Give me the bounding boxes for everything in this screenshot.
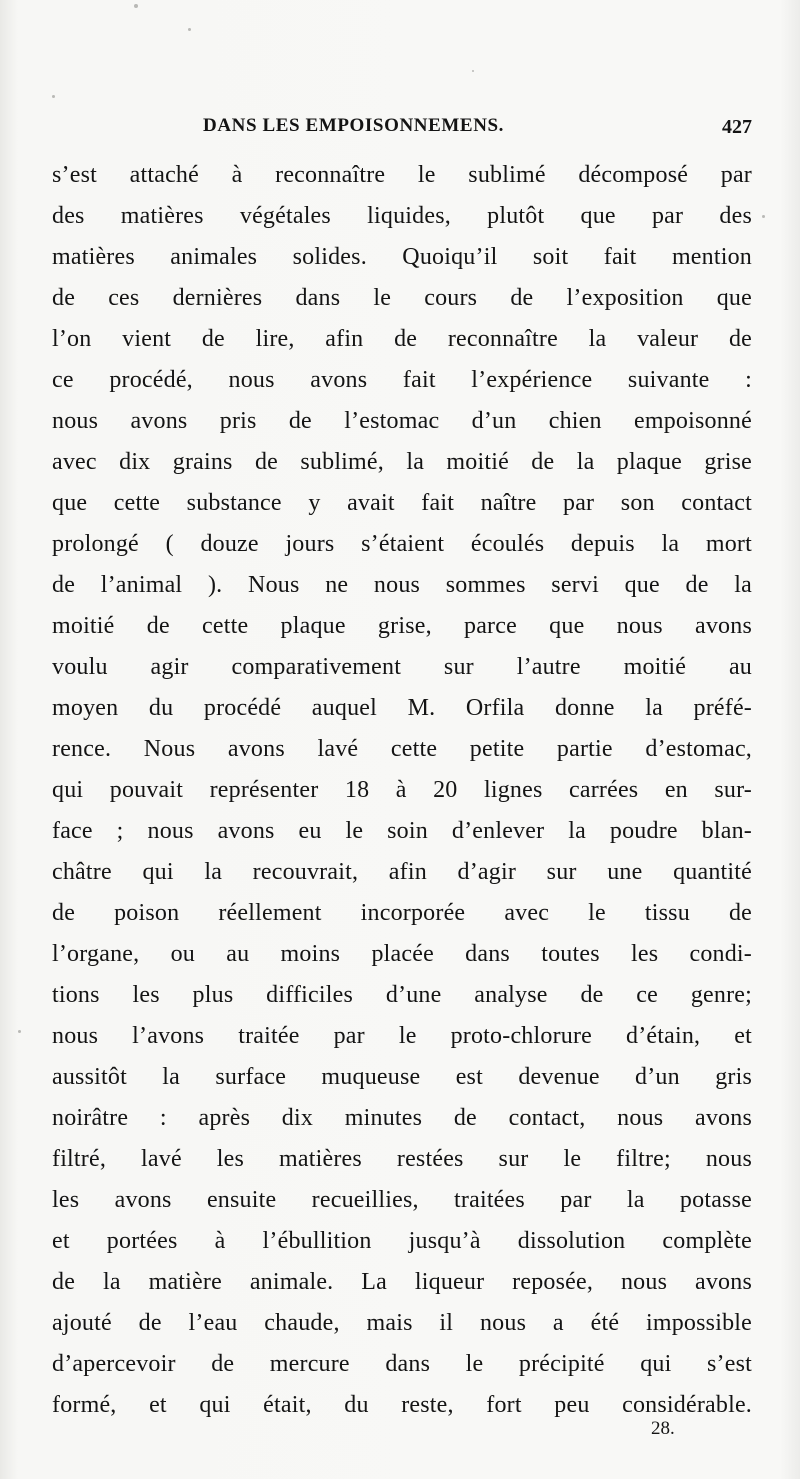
text-line: ajouté de l’eau chaude, mais il nous a été impossible xyxy=(52,1310,752,1336)
body-text xyxy=(52,155,752,1426)
text-line: ce procédé, nous avons fait l’expérience suivante : xyxy=(52,367,752,393)
paper-speck xyxy=(188,28,191,31)
text-line: de ces dernières dans le cours de l’exposition que xyxy=(52,285,752,311)
text-line: de la matière animale. La liqueur reposée, nous avons xyxy=(52,1269,752,1295)
text-line: aussitôt la surface muqueuse est devenue d’un gris xyxy=(52,1064,752,1090)
running-title: DANS LES EMPOISONNEMENS. xyxy=(203,115,505,136)
paper-speck xyxy=(762,215,765,218)
text-line: moyen du procédé auquel M. Orfila donne la préfé- xyxy=(52,695,752,721)
paper-speck xyxy=(52,95,55,98)
text-line: nous l’avons traitée par le proto-chlorure d’étain, et xyxy=(52,1023,752,1049)
text-line: noirâtre : après dix minutes de contact, nous avons xyxy=(52,1105,752,1131)
text-line: de l’animal ). Nous ne nous sommes servi que de la xyxy=(52,572,752,598)
text-line: nous avons pris de l’estomac d’un chien empoisonné xyxy=(52,408,752,434)
text-line: tions les plus difficiles d’une analyse de ce genre; xyxy=(52,982,752,1008)
text-line: matières animales solides. Quoiqu’il soit fait mention xyxy=(52,244,752,270)
text-line: s’est attaché à reconnaître le sublimé décomposé par xyxy=(52,162,752,188)
paper-speck xyxy=(134,4,138,8)
text-line: rence. Nous avons lavé cette petite partie d’estomac, xyxy=(52,736,752,762)
signature-mark: 28. xyxy=(651,1418,675,1439)
text-line: qui pouvait représenter 18 à 20 lignes carrées en sur- xyxy=(52,777,752,803)
text-line: voulu agir comparativement sur l’autre moitié au xyxy=(52,654,752,680)
page-header xyxy=(0,115,800,145)
text-line: l’on vient de lire, afin de reconnaître la valeur de xyxy=(52,326,752,352)
text-line: face ; nous avons eu le soin d’enlever la poudre blan- xyxy=(52,818,752,844)
text-line: que cette substance y avait fait naître par son contact xyxy=(52,490,752,516)
text-line: avec dix grains de sublimé, la moitié de la plaque grise xyxy=(52,449,752,475)
text-line: châtre qui la recouvrait, afin d’agir sur une quantité xyxy=(52,859,752,885)
text-line: prolongé ( douze jours s’étaient écoulés depuis la mort xyxy=(52,531,752,557)
page-number: 427 xyxy=(722,116,752,138)
text-line: et portées à l’ébullition jusqu’à dissolution complète xyxy=(52,1228,752,1254)
text-line: filtré, lavé les matières restées sur le filtre; nous xyxy=(52,1146,752,1172)
text-line: l’organe, ou au moins placée dans toutes les condi- xyxy=(52,941,752,967)
text-line: des matières végétales liquides, plutôt que par des xyxy=(52,203,752,229)
text-line: moitié de cette plaque grise, parce que nous avons xyxy=(52,613,752,639)
text-line: d’apercevoir de mercure dans le précipité qui s’est xyxy=(52,1351,752,1377)
text-line: les avons ensuite recueillies, traitées par la potasse xyxy=(52,1187,752,1213)
text-line: de poison réellement incorporée avec le tissu de xyxy=(52,900,752,926)
text-line: formé, et qui était, du reste, fort peu considérable. xyxy=(52,1392,752,1418)
paper-speck xyxy=(472,70,474,72)
paper-speck xyxy=(18,1030,21,1033)
